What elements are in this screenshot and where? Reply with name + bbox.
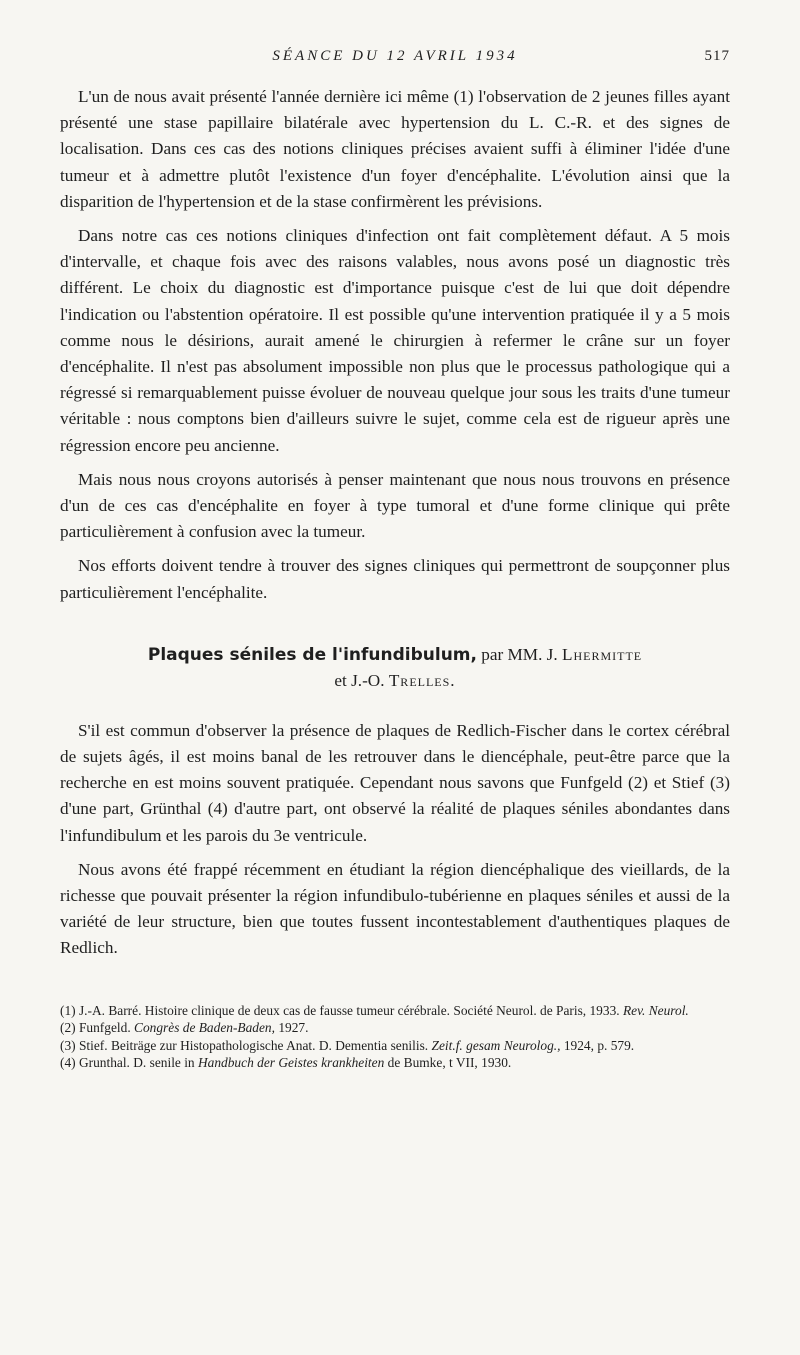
running-head-title: SÉANCE DU 12 AVRIL 1934	[272, 48, 518, 64]
footnote-3-text: (3) Stief. Beiträge zur Histopathologische Anat. D. Dementia senilis.	[60, 1037, 429, 1053]
article-and: et J.-O.	[334, 670, 385, 690]
footnotes	[60, 1002, 730, 1072]
running-head	[60, 48, 730, 72]
page-number: 517	[704, 48, 730, 64]
footnote-4	[60, 1054, 730, 1071]
paragraph: Nos efforts doivent tendre à trouver des signes cliniques qui permettront de soupçonner plus particulièrement l'encéphalite.	[60, 556, 730, 602]
page-body	[60, 84, 730, 1071]
footnote-4-text: (4) Grunthal. D. senile in	[60, 1054, 195, 1070]
footnote-2-venue: Congrès de Baden-Baden,	[134, 1020, 275, 1036]
footnote-1-journal: Rev. Neurol.	[622, 1002, 689, 1018]
footnote-1-text: (1) J.-A. Barré. Histoire clinique de deux cas de fausse tumeur cérébrale. Société Neurol. de Paris, 1933.	[60, 1002, 620, 1018]
article-heading	[60, 642, 730, 694]
paragraph: Mais nous nous croyons autorisés à penser maintenant que nous nous trouvons en présence d'un de ces cas d'encéphalite en foyer à type tumoral et d'une forme clinique qui prête particulièrement à confusion avec la tumeur.	[60, 469, 730, 542]
article-by: par MM. J.	[481, 644, 558, 664]
footnote-4-edition: de Bumke, t VII, 1930.	[387, 1054, 512, 1070]
footnote-1	[60, 1002, 730, 1019]
paragraph: Nous avons été frappé récemment en étudiant la région diencéphalique des vieillards, de la richesse que pouvait présenter la région infundibulo-tubérienne en plaques séniles et aussi de la variété de leur structure, bien que toutes fussent incontestablement d'authentiques plaques de Redlich.	[60, 859, 730, 958]
footnote-2-author: (2) Funfgeld.	[60, 1020, 131, 1036]
footnote-2	[60, 1019, 730, 1036]
footnote-3	[60, 1037, 730, 1054]
footnote-4-book: Handbuch der Geistes krankheiten	[197, 1054, 385, 1070]
paragraph: Dans notre cas ces notions cliniques d'infection ont fait complètement défaut. A 5 mois d'intervalle, et chaque fois avec des raisons valables, nous avons posé un diagnostic très différent. Le choix du diagnostic est d'importance puisque c'est de lui que doit dépendre l'indication ou l'abstention opératoire. Il est possible qu'une intervention pratiquée il y a 5 mois comme nous le désirions, aurait amené le chirurgien à refermer le crâne sur un foyer d'encéphalite. Il n'est pas absolument impossible non plus que le processus pathologique qui a régressé si remarquablement puisse évoluer de nouveau quelque jour sous les traits d'une tumeur véritable : nous comptons bien d'ailleurs suivre le sujet, comme cela est de rigueur après une régression encore peu ancienne.	[60, 226, 730, 455]
footnote-3-pages: 1924, p. 579.	[563, 1037, 635, 1053]
article-author-1: Lhermitte	[561, 644, 643, 664]
paragraph: S'il est commun d'observer la présence de plaques de Redlich-Fischer dans le cortex cérébral de sujets âgés, il est moins banal de les retrouver dans le diencéphale, peut-être parce que la recherche en est moins souvent pratiquée. Cependant nous savons que Funfgeld (2) et Stief (3) d'une part, Grünthal (4) d'autre part, ont observé la réalité de plaques séniles abondantes dans l'infundibulum et les parois du 3e ventricule.	[60, 720, 730, 845]
paragraph: L'un de nous avait présenté l'année dernière ici même (1) l'observation de 2 jeunes filles ayant présenté une stase papillaire bilatérale avec hypertension du L. C.-R. et des signes de localisation. Dans ces cas des notions cliniques précises avaient suffi à éliminer l'idée d'une tumeur et à admettre plutôt l'existence d'un foyer d'encéphalite. L'évolution ainsi que la disparition de l'hypertension et de la stase confirmèrent les prévisions.	[60, 87, 730, 211]
article-title: Plaques séniles de l'infundibulum,	[147, 644, 477, 665]
article-author-2: Trelles.	[388, 670, 456, 690]
footnote-3-journal: Zeit.f. gesam Neurolog.,	[431, 1037, 561, 1053]
footnote-2-year: 1927.	[278, 1020, 309, 1036]
